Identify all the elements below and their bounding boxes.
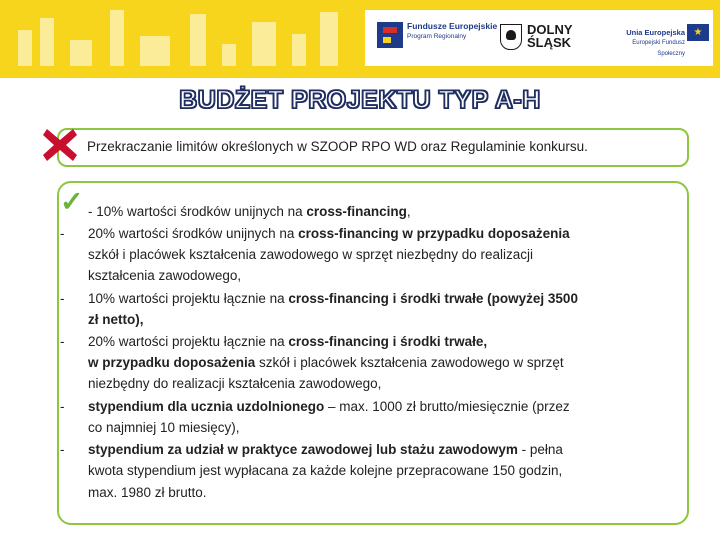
header-banner <box>0 0 720 78</box>
list-item: 20% wartości projektu łącznie na cross-financing i środki trwałe, <box>88 334 488 349</box>
bullet-dash: - <box>60 442 65 457</box>
list-item-continuation: zł netto), <box>88 312 144 327</box>
decorative-shape <box>222 44 236 66</box>
list-item: - 10% wartości środków unijnych na cross-financing, <box>88 204 411 219</box>
decorative-shape <box>70 40 92 66</box>
decorative-shape <box>18 30 32 66</box>
eu-flag-icon: ★ <box>687 24 709 41</box>
fundusze-europejskie-logo-icon <box>377 22 403 48</box>
page-title: BUDŻET PROJEKTU TYP A-H <box>179 86 541 114</box>
bullet-dash: - <box>60 291 65 306</box>
warning-box <box>57 128 689 167</box>
bullet-dash: - <box>60 334 65 349</box>
dolny-slask-crest-icon <box>500 24 522 50</box>
list-item: stypendium za udział w praktyce zawodowej lub stażu zawodowym - pełna <box>88 442 563 457</box>
red-x-icon <box>41 126 79 164</box>
decorative-shape <box>110 10 124 66</box>
bullet-dash: - <box>60 226 65 241</box>
unia-europejska-logo-text: Unia Europejska Europejski Fundusz Społeczny <box>626 28 685 57</box>
decorative-shape <box>292 34 306 66</box>
decorative-shape <box>320 12 338 66</box>
list-item-continuation: w przypadku doposażenia szkół i placówek kształcenia zawodowego w sprzęt <box>88 355 564 370</box>
dolny-slask-logo-text: DOLNY ŚLĄSK <box>527 22 573 50</box>
decorative-shape <box>40 18 54 66</box>
list-item-continuation: kwota stypendium jest wypłacana za każde kolejne przepracowane 150 godzin, <box>88 463 563 478</box>
list-item: 20% wartości środków unijnych na cross-financing w przypadku doposażenia <box>88 226 570 241</box>
logos-panel <box>365 10 713 66</box>
bullet-dash: - <box>60 399 65 414</box>
decorative-shape <box>190 14 206 66</box>
list-item-continuation: co najmniej 10 miesięcy), <box>88 420 240 435</box>
list-item-continuation: kształcenia zawodowego, <box>88 268 242 283</box>
decorative-shape <box>140 36 170 66</box>
green-check-icon: ✓ <box>60 186 84 217</box>
decorative-shape <box>252 22 276 66</box>
warning-text: Przekraczanie limitów określonych w SZOOP RPO WD oraz Regulaminie konkursu. <box>87 139 588 154</box>
list-item-continuation: niezbędny do realizacji kształcenia zawodowego, <box>88 376 382 391</box>
list-item-continuation: szkół i placówek kształcenia zawodowego w sprzęt niezbędny do realizacji <box>88 247 533 262</box>
list-item: stypendium dla ucznia uzdolnionego – max. 1000 zł brutto/miesięcznie (przez <box>88 399 570 414</box>
list-item-continuation: max. 1980 zł brutto. <box>88 485 207 500</box>
fundusze-europejskie-logo-text: Fundusze Europejskie Program Regionalny <box>407 21 498 40</box>
list-item: 10% wartości projektu łącznie na cross-financing i środki trwałe (powyżej 3500 <box>88 291 578 306</box>
